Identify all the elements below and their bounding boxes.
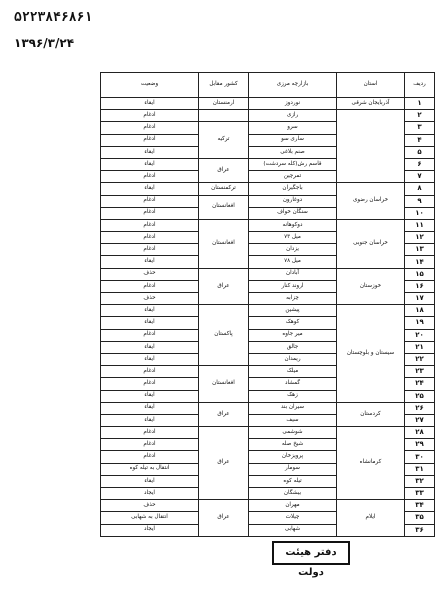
- country-cell: عراق: [199, 500, 249, 537]
- country-cell: ارمنستان: [199, 98, 249, 110]
- country-cell: عراق: [199, 158, 249, 182]
- status-cell: ایقاء: [101, 183, 199, 195]
- row-number: ۱۳: [405, 244, 435, 256]
- row-number: ۲۷: [405, 414, 435, 426]
- crossing-cell: بیشگان: [249, 488, 337, 500]
- row-number: ۱۷: [405, 293, 435, 305]
- status-cell: ایقاء: [101, 353, 199, 365]
- status-cell: انتقال به تیله کوه: [101, 463, 199, 475]
- crossing-cell: تمرچین: [249, 171, 337, 183]
- status-cell: حذف: [101, 268, 199, 280]
- province-cell: [337, 110, 405, 183]
- row-number: ۱۰: [405, 207, 435, 219]
- status-cell: ایقاء: [101, 475, 199, 487]
- status-cell: ادغام: [101, 378, 199, 390]
- row-number: ۳۱: [405, 463, 435, 475]
- row-number: ۱۲: [405, 232, 435, 244]
- crossing-cell: گمشاد: [249, 378, 337, 390]
- province-cell: خوزستان: [337, 268, 405, 305]
- status-cell: ادغام: [101, 171, 199, 183]
- crossing-cell: شهابی: [249, 524, 337, 536]
- header-country: کشور مقابل: [199, 73, 249, 98]
- row-number: ۹: [405, 195, 435, 207]
- row-number: ۳۰: [405, 451, 435, 463]
- status-cell: حذف: [101, 293, 199, 305]
- row-number: ۲۳: [405, 366, 435, 378]
- crossing-cell: یزدان: [249, 244, 337, 256]
- row-number: ۶: [405, 158, 435, 170]
- document-date: ۱۳۹۶/۳/۲۴: [14, 36, 75, 50]
- border-markets-table: [100, 72, 435, 537]
- country-cell: افغانستان: [199, 195, 249, 219]
- status-cell: ادغام: [101, 110, 199, 122]
- crossing-cell: سیف: [249, 414, 337, 426]
- table-row: [101, 219, 435, 231]
- row-number: ۲۶: [405, 402, 435, 414]
- row-number: ۲۴: [405, 378, 435, 390]
- status-cell: ادغام: [101, 451, 199, 463]
- crossing-cell: پیشین: [249, 305, 337, 317]
- row-number: ۲۵: [405, 390, 435, 402]
- crossing-cell: سنگان خواف: [249, 207, 337, 219]
- row-number: ۱: [405, 98, 435, 110]
- country-cell: عراق: [199, 402, 249, 426]
- row-number: ۱۱: [405, 219, 435, 231]
- crossing-cell: رازی: [249, 110, 337, 122]
- status-cell: ایقاء: [101, 256, 199, 268]
- row-number: ۳۴: [405, 500, 435, 512]
- crossing-cell: قاسم رش(کله سردشت): [249, 158, 337, 170]
- crossing-cell: تیله کوه: [249, 475, 337, 487]
- row-number: ۳۲: [405, 475, 435, 487]
- status-cell: ادغام: [101, 195, 199, 207]
- crossing-cell: زهک: [249, 390, 337, 402]
- status-cell: ایقاء: [101, 317, 199, 329]
- table-header-row: [101, 73, 435, 98]
- status-cell: ادغام: [101, 244, 199, 256]
- country-cell: افغانستان: [199, 219, 249, 268]
- country-cell: پاکستان: [199, 305, 249, 366]
- office-stamp: دفتر هیئت دولت: [272, 541, 350, 565]
- row-number: ۲۸: [405, 427, 435, 439]
- status-cell: ادغام: [101, 207, 199, 219]
- crossing-cell: چیلات: [249, 512, 337, 524]
- row-number: ۳۵: [405, 512, 435, 524]
- province-cell: خراسان جنوبی: [337, 219, 405, 268]
- crossing-cell: دوکوهانه: [249, 219, 337, 231]
- document-number: ۵۲۲۳۸۴۶۸۶۱: [14, 10, 93, 25]
- status-cell: حذف: [101, 500, 199, 512]
- crossing-cell: سومار: [249, 463, 337, 475]
- crossing-cell: صنم بلاغی: [249, 146, 337, 158]
- row-number: ۳: [405, 122, 435, 134]
- status-cell: ایقاء: [101, 390, 199, 402]
- row-number: ۱۶: [405, 280, 435, 292]
- table-row: [101, 402, 435, 414]
- country-cell: عراق: [199, 427, 249, 500]
- table-row: [101, 500, 435, 512]
- crossing-cell: شیخ صله: [249, 439, 337, 451]
- status-cell: ایقاء: [101, 98, 199, 110]
- crossing-cell: میل ۷۸: [249, 256, 337, 268]
- header-status: وضعیت: [101, 73, 199, 98]
- crossing-cell: نوردوز: [249, 98, 337, 110]
- row-number: ۱۴: [405, 256, 435, 268]
- table-body: [101, 98, 435, 537]
- status-cell: ایجاد: [101, 488, 199, 500]
- crossing-cell: سیران بند: [249, 402, 337, 414]
- status-cell: ایقاء: [101, 146, 199, 158]
- row-number: ۴: [405, 134, 435, 146]
- status-cell: ادغام: [101, 329, 199, 341]
- row-number: ۲۹: [405, 439, 435, 451]
- row-number: ۳۶: [405, 524, 435, 536]
- crossing-cell: سرو: [249, 122, 337, 134]
- status-cell: ادغام: [101, 427, 199, 439]
- table-row: [101, 110, 435, 122]
- row-number: ۳۳: [405, 488, 435, 500]
- crossing-cell: اروند کنار: [249, 280, 337, 292]
- status-cell: ادغام: [101, 366, 199, 378]
- crossing-cell: کوهک: [249, 317, 337, 329]
- header-province: استان: [337, 73, 405, 98]
- row-number: ۵: [405, 146, 435, 158]
- status-cell: ادغام: [101, 219, 199, 231]
- table-row: [101, 98, 435, 110]
- table-row: [101, 268, 435, 280]
- row-number: ۱۵: [405, 268, 435, 280]
- crossing-cell: مهران: [249, 500, 337, 512]
- country-cell: افغانستان: [199, 366, 249, 403]
- crossing-cell: آبادان: [249, 268, 337, 280]
- status-cell: ایقاء: [101, 414, 199, 426]
- country-cell: ترکیه: [199, 122, 249, 159]
- status-cell: ایقاء: [101, 402, 199, 414]
- province-cell: خراسان رضوی: [337, 183, 405, 220]
- crossing-cell: باجگیران: [249, 183, 337, 195]
- row-number: ۸: [405, 183, 435, 195]
- crossing-cell: چزابه: [249, 293, 337, 305]
- row-number: ۲۰: [405, 329, 435, 341]
- crossing-cell: ساری سو: [249, 134, 337, 146]
- province-cell: سیستان و بلوچستان: [337, 305, 405, 403]
- row-number: ۷: [405, 171, 435, 183]
- row-number: ۲۱: [405, 341, 435, 353]
- crossing-cell: پرویزخان: [249, 451, 337, 463]
- status-cell: ایجاد: [101, 524, 199, 536]
- crossing-cell: ریمدان: [249, 353, 337, 365]
- status-cell: ادغام: [101, 280, 199, 292]
- table-row: [101, 305, 435, 317]
- crossing-cell: شوشمی: [249, 427, 337, 439]
- crossing-cell: میل ۷۳: [249, 232, 337, 244]
- crossing-cell: دوغارون: [249, 195, 337, 207]
- header-crossing: بازارچه مرزی: [249, 73, 337, 98]
- row-number: ۲: [405, 110, 435, 122]
- status-cell: ایقاء: [101, 158, 199, 170]
- status-cell: ادغام: [101, 122, 199, 134]
- province-cell: کردستان: [337, 402, 405, 426]
- table-row: [101, 183, 435, 195]
- status-cell: ادغام: [101, 439, 199, 451]
- province-cell: آذربایجان شرقی: [337, 98, 405, 110]
- crossing-cell: جالق: [249, 341, 337, 353]
- row-number: ۱۸: [405, 305, 435, 317]
- country-cell: [199, 110, 249, 122]
- country-cell: ترکمنستان: [199, 183, 249, 195]
- status-cell: ادغام: [101, 232, 199, 244]
- crossing-cell: میر جاوه: [249, 329, 337, 341]
- province-cell: کرمانشاه: [337, 427, 405, 500]
- header-row-number: ردیف: [405, 73, 435, 98]
- province-cell: ایلام: [337, 500, 405, 537]
- country-cell: عراق: [199, 268, 249, 305]
- status-cell: انتقال به شهابی: [101, 512, 199, 524]
- status-cell: ادغام: [101, 134, 199, 146]
- status-cell: ایقاء: [101, 341, 199, 353]
- crossing-cell: میلک: [249, 366, 337, 378]
- row-number: ۲۲: [405, 353, 435, 365]
- table-row: [101, 427, 435, 439]
- row-number: ۱۹: [405, 317, 435, 329]
- status-cell: ایقاء: [101, 305, 199, 317]
